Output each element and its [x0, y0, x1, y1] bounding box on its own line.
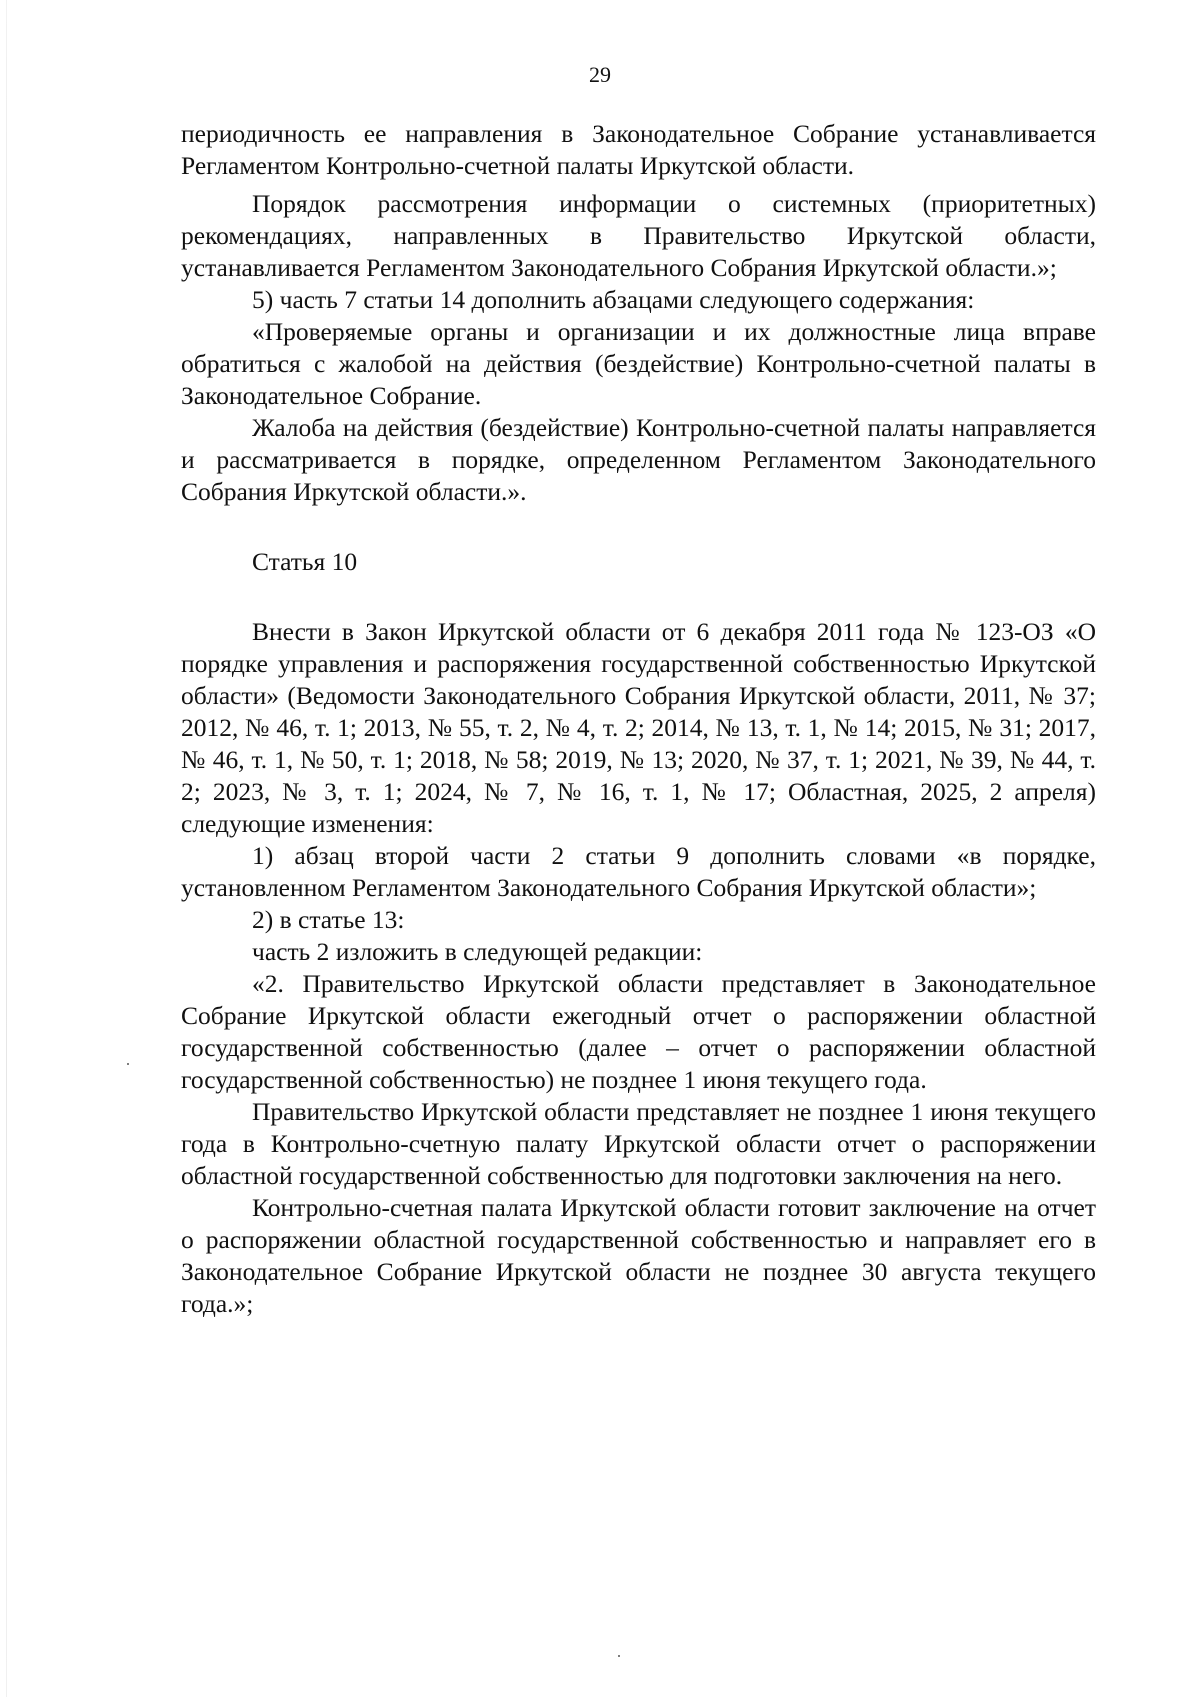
paragraph: Внести в Закон Иркутской области от 6 декабря 2011 года № 123-ОЗ «О порядке управления и распоряжения государственной собственностью Иркутской области» (Ведомости Законодательного Собрания Иркутской области, 2011, № 37; 2012, № 46, т. 1; 2013, № 55, т. 2, № 4, т. 2; 2014, № 13, т. 1, № 14; 2015, № 31; 2017, № 46, т. 1, № 50, т. 1; 2018, № 58; 2019, № 13; 2020, № 37, т. 1; 2021, № 39, № 44, т. 2; 2023, № 3, т. 1; 2024, № 7, № 16, т. 1, № 17; Областная, 2025, 2 апреля) следующие изменения:	[181, 617, 1096, 838]
paragraph: часть 2 изложить в следующей редакции:	[252, 937, 703, 966]
scan-speck	[127, 1063, 129, 1065]
paragraph: Контрольно-счетная палата Иркутской области готовит заключение на отчет о распоряжении областной государственной собственностью и направляет его в Законодательное Собрание Иркутской области не позднее 30 августа текущего года.»;	[181, 1193, 1096, 1318]
paragraph: 1) абзац второй части 2 статьи 9 дополнить словами «в порядке, установленном Регламентом Законодательного Собрания Иркутской области»;	[181, 841, 1096, 902]
paragraph: Порядок рассмотрения информации о системных (приоритетных) рекомендациях, направленных в Правительство Иркутской области, устанавливается Регламентом Законодательного Собрания Иркутской области.»;	[181, 189, 1096, 282]
paragraph: «Проверяемые органы и организации и их должностные лица вправе обратиться с жалобой на действия (бездействие) Контрольно-счетной палаты в Законодательное Собрание.	[181, 317, 1096, 410]
scan-speck	[618, 1655, 620, 1657]
page-number: 29	[589, 62, 611, 87]
scan-edge	[6, 0, 7, 1697]
article-heading: Статья 10	[252, 547, 358, 576]
paragraph: Жалоба на действия (бездействие) Контрольно-счетной палаты направляется и рассматривается в порядке, определенном Регламентом Законодательного Собрания Иркутской области.».	[181, 413, 1096, 506]
document-body	[181, 118, 1096, 1320]
paragraph: «2. Правительство Иркутской области представляет в Законодательное Собрание Иркутской области ежегодный отчет о распоряжении областной государственной собственностью (далее – отчет о распоряжении областной государственной собственностью) не позднее 1 июня текущего года.	[181, 969, 1096, 1094]
paragraph: Правительство Иркутской области представляет не позднее 1 июня текущего года в Контрольно-счетную палату Иркутской области отчет о распоряжении областной государственной собственностью для подготовки заключения на него.	[181, 1097, 1096, 1190]
paragraph: 5) часть 7 статьи 14 дополнить абзацами следующего содержания:	[252, 285, 975, 314]
paragraph: периодичность ее направления в Законодательное Собрание устанавливается Регламентом Контрольно-счетной палаты Иркутской области.	[181, 119, 1096, 180]
paragraph: 2) в статье 13:	[252, 905, 405, 934]
